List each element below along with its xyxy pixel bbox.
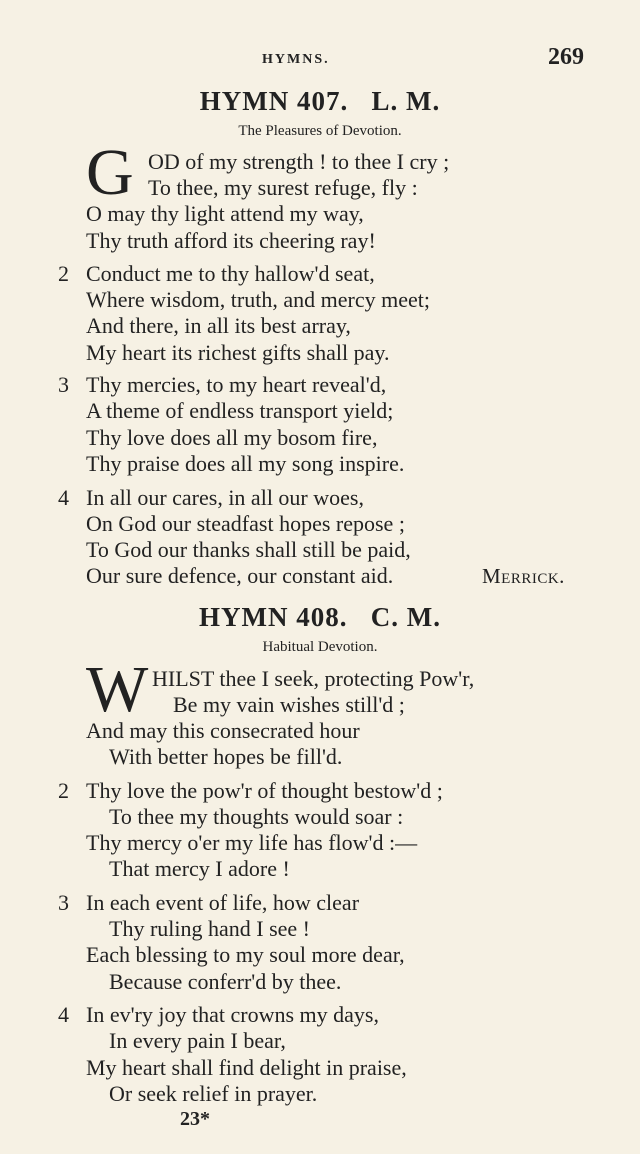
hymn-407-stanza-1-line-3: O may thy light attend my way, xyxy=(86,201,364,226)
hymn-408-stanza-2-line-1: Thy love the pow'r of thought bestow'd ; xyxy=(86,778,443,803)
hymn-408-stanza-4-line-3: My heart shall find delight in praise, xyxy=(86,1055,407,1080)
hymn-408-stanza-2-line-3: Thy mercy o'er my life has flow'd :— xyxy=(86,830,418,855)
hymn-408-stanza-3-line-1: In each event of life, how clear xyxy=(86,890,360,915)
hymn-407-stanza-2-line-1: Conduct me to thy hallow'd seat, xyxy=(86,261,375,286)
hymn-408-stanza-2-line-2: To thee my thoughts would soar : xyxy=(109,804,404,829)
hymn-408-stanza-3-number: 3 xyxy=(58,890,69,915)
hymn-408-stanza-2-line-4: That mercy I adore ! xyxy=(109,856,290,881)
hymn-407-subtitle: The Pleasures of Devotion. xyxy=(238,123,402,139)
hymn-407-stanza-3-line-4: Thy praise does all my song inspire. xyxy=(86,451,405,476)
hymn-407-stanza-1-line-4: Thy truth afford its cheering ray! xyxy=(86,228,376,253)
page-number: 269 xyxy=(548,44,584,70)
hymn-407-stanza-3-number: 3 xyxy=(58,372,69,397)
hymn-408-stanza-4-line-4: Or seek relief in prayer. xyxy=(109,1081,318,1106)
hymn-408-stanza-3-line-2: Thy ruling hand I see ! xyxy=(109,916,310,941)
hymn-408-stanza-4-line-1: In ev'ry joy that crowns my days, xyxy=(86,1002,379,1027)
hymn-407-drop-cap: G xyxy=(86,136,134,209)
hymn-407-stanza-1-line-2: To thee, my surest refuge, fly : xyxy=(148,175,418,200)
hymn-408-stanza-1-line-2: Be my vain wishes still'd ; xyxy=(173,692,405,717)
signature-mark: 23* xyxy=(180,1108,210,1130)
hymn-407-stanza-3-line-3: Thy love does all my bosom fire, xyxy=(86,425,378,450)
running-title: HYMNS. xyxy=(262,52,330,67)
hymn-407-stanza-2-line-4: My heart its richest gifts shall pay. xyxy=(86,340,390,365)
hymn-408-stanza-4-line-2: In every pain I bear, xyxy=(109,1028,286,1053)
hymn-407-stanza-4-line-2: On God our steadfast hopes repose ; xyxy=(86,511,405,536)
hymn-407-stanza-3-line-2: A theme of endless transport yield; xyxy=(86,398,394,423)
hymn-407-stanza-1-line-1: OD of my strength ! to thee I cry ; xyxy=(148,149,450,174)
hymn-407-stanza-2-number: 2 xyxy=(58,261,69,286)
hymn-407-stanza-4-line-3: To God our thanks shall still be paid, xyxy=(86,537,411,562)
hymn-408-stanza-2-number: 2 xyxy=(58,778,69,803)
hymn-408-stanza-1-line-4: With better hopes be fill'd. xyxy=(109,744,343,769)
hymn-408-heading: HYMN 408. C. M. xyxy=(199,602,441,632)
hymn-408-stanza-1-line-1: HILST thee I seek, protecting Pow'r, xyxy=(152,666,475,691)
hymn-407-heading: HYMN 407. L. M. xyxy=(199,86,441,116)
hymn-408-stanza-3-line-3: Each blessing to my soul more dear, xyxy=(86,942,405,967)
hymn-407-stanza-2-line-2: Where wisdom, truth, and mercy meet; xyxy=(86,287,430,312)
hymn-408-stanza-1-line-3: And may this consecrated hour xyxy=(86,718,360,743)
hymn-408-drop-cap: W xyxy=(86,653,149,726)
hymn-407-stanza-4-line-1: In all our cares, in all our woes, xyxy=(86,485,364,510)
hymn-407-stanza-4-number: 4 xyxy=(58,485,69,510)
hymn-408-stanza-3-line-4: Because conferr'd by thee. xyxy=(109,969,342,994)
running-head xyxy=(0,44,640,74)
hymn-408-stanza-4-number: 4 xyxy=(58,1002,69,1027)
hymn-407-stanza-4-line-4: Our sure defence, our constant aid. xyxy=(86,563,394,588)
hymn-407-stanza-2-line-3: And there, in all its best array, xyxy=(86,313,351,338)
hymn-407-author: Merrick. xyxy=(482,564,565,588)
hymn-408-subtitle: Habitual Devotion. xyxy=(262,639,378,655)
hymn-407-stanza-3-line-1: Thy mercies, to my heart reveal'd, xyxy=(86,372,387,397)
